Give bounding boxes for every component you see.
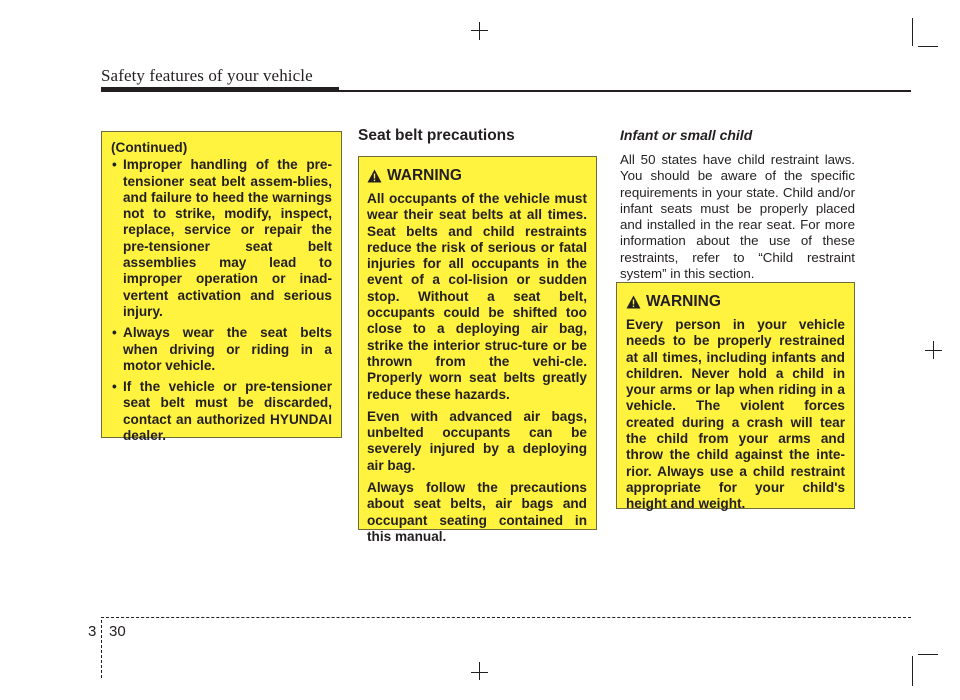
warning-triangle-icon	[367, 169, 382, 183]
warning-paragraph: Every person in your vehicle needs to be properly restrained at all times, including infants and children. Never hold a child in your arms or lap when riding in a vehicle. The violent forces created during a crash will tear the child from your arms and throw the child against the inte-rior. Always use a child restraint appropriate for your child's height and weight.	[626, 317, 845, 512]
child-warning-box	[616, 282, 855, 512]
crop-mark	[918, 654, 938, 655]
crop-mark	[479, 662, 480, 680]
section-heading: Seat belt precautions	[358, 127, 515, 144]
continued-warning-box	[101, 131, 342, 444]
crop-mark	[925, 350, 942, 351]
crop-mark	[912, 18, 913, 46]
warning-title: WARNING	[646, 293, 721, 310]
precaution-item: • If the vehicle or pre-tensioner seat belt must be discarded, contact an authorized HYUNDAI dealer.	[111, 379, 332, 444]
footer-divider	[101, 620, 102, 678]
header-rule-accent	[101, 87, 339, 92]
warning-paragraph: All occupants of the vehicle must wear their seat belts at all times. Seat belts and child restraints reduce the risk of serious or fatal injuries for all occupants in the event of a col-lision or sudden stop. Without a seat belt, occupants could be shifted too close to a deploying air bag, strike the interior struc-ture or be thrown from the vehi-cle. Properly worn seat belts greatly reduce these hazards.	[367, 191, 587, 402]
warning-triangle-icon	[626, 295, 641, 309]
warning-title: WARNING	[387, 167, 462, 184]
warning-paragraph: Even with advanced air bags, unbelted occupants can be severely injured by a deploying air bag.	[367, 408, 587, 473]
continued-label: (Continued)	[111, 140, 188, 155]
warning-header	[367, 167, 587, 185]
precaution-item: • Always wear the seat belts when driving or riding in a motor vehicle.	[111, 325, 332, 374]
warning-header	[626, 293, 845, 311]
footer-rule	[101, 617, 911, 618]
crop-mark	[912, 656, 913, 686]
chapter-number: 3	[88, 623, 97, 640]
page-number: 30	[109, 623, 126, 640]
crop-mark	[471, 30, 488, 31]
subsection-heading: Infant or small child	[620, 127, 753, 143]
crop-mark	[918, 46, 938, 47]
warning-paragraph: Always follow the precautions about seat belts, air bags and occupant seating contained in this manual.	[367, 480, 587, 544]
precaution-item: • Improper handling of the pre-tensioner seat belt assem-blies, and failure to heed the warnings not to strike, modify, inspect, replace, service or repair the pre-tensioner seat belt assemblies may lead to improper operation or inad-vertent activation and serious injury.	[111, 157, 332, 320]
crop-mark	[471, 672, 488, 673]
body-paragraph: All 50 states have child restraint laws. You should be aware of the specific requirements in your state. Child and/or infant seats must be properly placed and installed in the rear seat. For more information about the use of these restraints, refer to “Child restraint system” in this section.	[620, 152, 855, 282]
precaution-list	[111, 157, 332, 444]
page-header-title: Safety features of your vehicle	[101, 66, 313, 85]
crop-mark	[479, 22, 480, 40]
seat-belt-warning-box	[358, 156, 597, 544]
